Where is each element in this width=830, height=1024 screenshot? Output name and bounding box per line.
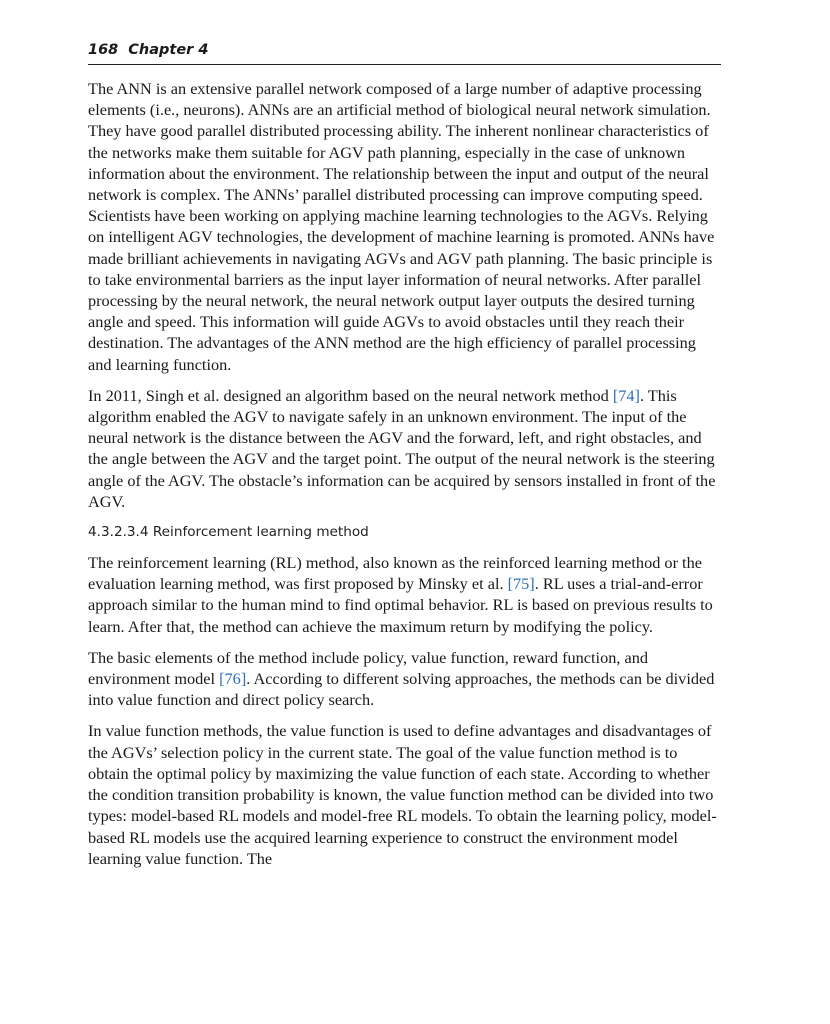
citation-link[interactable]: [76] — [219, 669, 247, 689]
paragraph-text: The reinforcement learning (RL) method, also known as the reinforced learning method or the evaluation learning method, was first proposed by Minsky et al. — [88, 553, 702, 594]
paragraph-text: . RL uses a trial-and-error approach similar to the human mind to find optimal behavior. RL is based on previous results to learn. After that, the method can achieve the maximum return by modifying the policy. — [88, 574, 713, 636]
paragraph-value-function: In value function methods, the value function is used to define advantages and disadvantages of the AGVs’ selection policy in the current state. The goal of the value function method is to obtain the optimal policy by maximizing the value function of each state. According to whether the condition transition probability is known, the value function method can be divided into two types: model-based RL models and model-free RL models. To obtain the learning policy, model-based RL models use the acquired learning experience to construct the environment model learning value function. The — [88, 721, 717, 868]
paragraph-ann-overview: The ANN is an extensive parallel network composed of a large number of adaptive processing elements (i.e., neurons). ANNs are an artificial method of biological neural network simulation. They have good parallel distributed processing ability. The inherent nonlinear characteristics of the networks make them suitable for AGV path planning, especially in the case of unknown information about the environment. The relationship between the input and output of the neural network is complex. The ANNs’ parallel distributed processing can improve computing speed. Scientists have been working on applying machine learning technologies to the AGVs. Relying on intelligent AGV technologies, the development of machine learning is promoted. ANNs have made brilliant achievements in navigating AGVs and AGV path planning. The basic principle is to take environmental barriers as the input layer information of neural networks. After parallel processing by the neural network, the neural network output layer outputs the desired turning angle and speed. This information will guide AGVs to avoid obstacles until they reach their destination. The advantages of the ANN method are the high efficiency of parallel processing and learning function. — [88, 79, 715, 374]
citation-link[interactable]: [75] — [507, 574, 535, 594]
paragraph-text: . This algorithm enabled the AGV to navigate safely in an unknown environment. The input of the neural network is the distance between the AGV and the forward, left, and right obstacles, and the angle between the AGV and the target point. The output of the neural network is the steering angle of the AGV. The obstacle’s information can be acquired by sensors installed in front of the AGV. — [88, 385, 716, 511]
page-number: 168 — [88, 42, 119, 58]
paragraph-singh — [88, 385, 721, 512]
citation-link[interactable]: [74] — [612, 385, 640, 405]
paragraph-rl-intro — [88, 552, 721, 637]
paragraph-rl-elements — [88, 647, 721, 711]
paragraph-text: The basic elements of the method include policy, value function, reward function, and environment model — [88, 647, 649, 689]
running-header — [88, 40, 721, 65]
section-heading: 4.3.2.3.4 Reinforcement learning method — [88, 524, 369, 541]
paragraph-text: In 2011, Singh et al. designed an algorithm based on the neural network method — [88, 385, 613, 405]
chapter-label: Chapter 4 — [128, 42, 209, 58]
page-body — [88, 78, 721, 879]
paragraph-text: . According to different solving approaches, the methods can be divided into value function and direct policy search. — [88, 669, 715, 710]
